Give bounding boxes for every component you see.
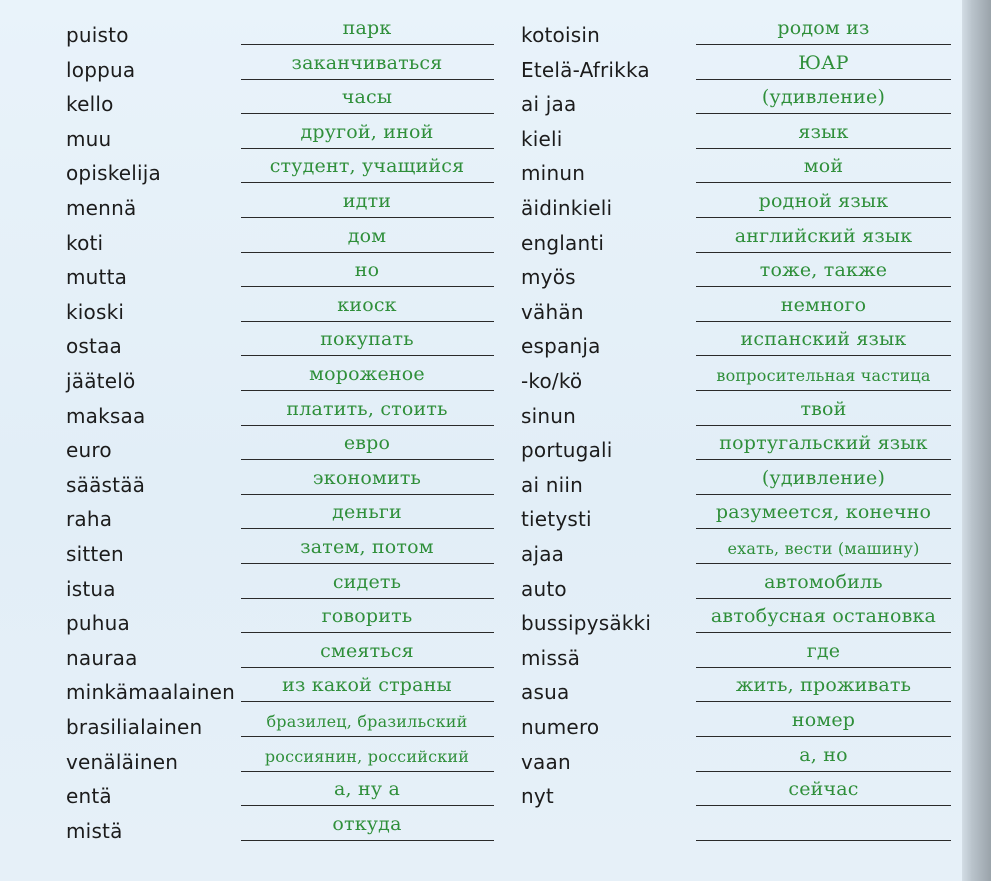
finnish-word: äidinkieli: [521, 196, 613, 220]
answer-line: [241, 632, 494, 633]
russian-translation: разумеется, конечно: [715, 501, 932, 524]
russian-translation: идти: [342, 190, 392, 212]
vocab-row: [0, 83, 505, 118]
russian-translation: смеяться: [320, 639, 414, 662]
russian-translation: мой: [803, 155, 844, 178]
vocab-row: [0, 325, 505, 360]
answer-line: [696, 459, 951, 460]
russian-translation: родной язык: [758, 190, 889, 212]
finnish-word: kioski: [66, 299, 125, 324]
finnish-word: sitten: [66, 542, 124, 566]
finnish-word: englanti: [521, 230, 605, 255]
finnish-word: mennä: [66, 196, 137, 220]
finnish-word: istua: [66, 576, 116, 601]
answer-line: [696, 494, 951, 495]
russian-translation: евро: [343, 432, 391, 455]
vocab-row: [505, 602, 962, 637]
finnish-word: bussipysäkki: [521, 611, 652, 636]
answer-line: [696, 667, 951, 668]
russian-translation: испанский язык: [740, 328, 907, 351]
finnish-word: loppua: [66, 57, 136, 82]
finnish-word: ai niin: [521, 472, 584, 497]
vocab-row: [0, 187, 505, 222]
russian-translation: номер: [791, 709, 856, 731]
vocab-row: [0, 429, 505, 464]
answer-line: [241, 528, 494, 529]
russian-translation: ЮАР: [798, 51, 849, 74]
russian-translation: автобусная остановка: [710, 605, 937, 628]
answer-line: [241, 79, 494, 80]
vocab-row: [0, 49, 505, 84]
answer-line: [241, 113, 494, 114]
vocab-row: [505, 568, 962, 603]
russian-translation: твой: [800, 397, 847, 420]
vocab-row: [0, 533, 505, 568]
answer-line: [696, 598, 951, 599]
answer-line: [696, 390, 951, 391]
vocab-row: [505, 464, 962, 499]
finnish-word: kotoisin: [521, 23, 600, 47]
vocab-row: [505, 395, 962, 430]
russian-translation: затем, потом: [300, 536, 434, 558]
vocab-row: [0, 568, 505, 603]
finnish-word: numero: [521, 715, 600, 739]
finnish-word: nyt: [521, 784, 554, 809]
russian-translation: а, но: [799, 743, 848, 766]
russian-translation: где: [806, 639, 841, 662]
answer-line: [241, 425, 494, 426]
russian-translation: немного: [780, 293, 867, 316]
finnish-word: vähän: [521, 299, 584, 324]
answer-line: [696, 771, 951, 772]
answer-line: [241, 701, 494, 702]
finnish-word: ajaa: [521, 542, 565, 566]
finnish-word: ai jaa: [521, 92, 577, 117]
answer-line: [696, 182, 951, 183]
answer-line: [241, 148, 494, 149]
answer-line: [696, 563, 951, 564]
russian-translation: другой, иной: [300, 120, 434, 143]
answer-line: [241, 667, 494, 668]
vocab-row: [505, 533, 962, 568]
russian-translation: родом из: [777, 17, 870, 39]
finnish-word: ostaa: [66, 334, 123, 359]
answer-line: [241, 355, 494, 356]
finnish-word: puhua: [66, 611, 130, 636]
russian-translation: мороженое: [309, 363, 425, 385]
answer-line: [241, 252, 494, 253]
finnish-word: Etelä-Afrikka: [521, 57, 650, 82]
russian-translation: киоск: [337, 293, 397, 316]
answer-line: [696, 252, 951, 253]
finnish-word: kello: [66, 92, 114, 117]
russian-translation: россиянин, российский: [264, 746, 470, 766]
russian-translation: ехать, вести (машину): [727, 539, 920, 558]
russian-translation: часы: [341, 86, 393, 109]
russian-translation: английский язык: [734, 224, 913, 247]
finnish-word: euro: [66, 438, 112, 463]
russian-translation: бразилец, бразильский: [266, 712, 468, 731]
finnish-word: vaan: [521, 749, 571, 774]
russian-translation: жить, проживать: [735, 674, 912, 697]
finnish-word: jäätelö: [66, 369, 136, 393]
vocab-row: [0, 706, 505, 741]
answer-line: [696, 736, 951, 737]
vocab-row: [0, 222, 505, 257]
answer-line: [696, 805, 951, 806]
russian-translation: покупать: [320, 328, 414, 351]
russian-translation: вопросительная частица: [716, 366, 931, 385]
answer-line: [696, 217, 951, 218]
vocab-row: [0, 810, 505, 845]
finnish-word: mistä: [66, 818, 123, 843]
answer-line: [696, 632, 951, 633]
answer-line: [241, 805, 494, 806]
answer-line: [696, 701, 951, 702]
vocab-row: [505, 706, 962, 741]
finnish-word: tietysti: [521, 507, 592, 532]
finnish-word: portugali: [521, 438, 613, 463]
vocab-row: [0, 360, 505, 395]
russian-translation: деньги: [332, 501, 402, 524]
vocab-row: [0, 602, 505, 637]
answer-line: [696, 79, 951, 80]
book-page-edge: [962, 0, 991, 881]
answer-line: [241, 598, 494, 599]
finnish-word: venäläinen: [66, 749, 179, 774]
russian-translation: но: [354, 259, 380, 282]
finnish-word: nauraa: [66, 645, 138, 670]
answer-line: [241, 217, 494, 218]
vocab-row: [0, 464, 505, 499]
finnish-word: minkämaalainen: [66, 680, 236, 705]
vocab-row: [505, 637, 962, 672]
finnish-word: sinun: [521, 403, 577, 428]
russian-translation: платить, стоить: [286, 397, 448, 420]
finnish-word: mutta: [66, 265, 128, 290]
russian-translation: студент, учащийся: [269, 155, 465, 178]
vocab-row: [505, 152, 962, 187]
russian-translation: сидеть: [332, 570, 402, 593]
answer-line: [241, 459, 494, 460]
russian-translation: парк: [342, 17, 392, 39]
answer-line: [241, 563, 494, 564]
vocab-row: [505, 775, 962, 810]
finnish-word: auto: [521, 576, 567, 601]
vocab-row: [505, 429, 962, 464]
vocab-row: [0, 152, 505, 187]
vocab-row: [505, 187, 962, 222]
vocab-row: [505, 256, 962, 291]
vocab-row: [505, 741, 962, 776]
vocab-row: [0, 671, 505, 706]
vocab-row: [505, 325, 962, 360]
vocab-row: [505, 810, 962, 845]
russian-translation: сейчас: [788, 778, 859, 801]
russian-translation: (удивление): [761, 466, 886, 489]
russian-translation: португальский язык: [719, 432, 928, 455]
vocab-row: [0, 637, 505, 672]
finnish-word: missä: [521, 645, 581, 670]
answer-line: [241, 390, 494, 391]
answer-line: [696, 840, 951, 841]
russian-translation: язык: [798, 120, 849, 143]
russian-translation: дом: [347, 224, 387, 247]
finnish-word: -ko/kö: [521, 369, 583, 393]
answer-line: [696, 148, 951, 149]
answer-line: [696, 113, 951, 114]
finnish-word: koti: [66, 230, 104, 255]
russian-translation: заканчиваться: [291, 51, 443, 74]
answer-line: [696, 286, 951, 287]
vocab-row: [505, 14, 962, 49]
russian-translation: а, ну а: [333, 778, 401, 801]
answer-line: [241, 736, 494, 737]
finnish-word: opiskelija: [66, 161, 162, 186]
vocab-row: [505, 498, 962, 533]
russian-translation: экономить: [312, 466, 422, 489]
answer-line: [696, 44, 951, 45]
vocab-row: [0, 498, 505, 533]
finnish-word: asua: [521, 680, 570, 705]
vocab-row: [0, 741, 505, 776]
finnish-word: raha: [66, 507, 113, 532]
vocab-row: [505, 49, 962, 84]
vocab-row: [505, 83, 962, 118]
russian-translation: тоже, также: [759, 259, 888, 282]
finnish-word: myös: [521, 265, 576, 290]
vocab-row: [505, 222, 962, 257]
answer-line: [696, 321, 951, 322]
russian-translation: автомобиль: [764, 570, 883, 593]
finnish-word: kieli: [521, 126, 563, 151]
vocab-row: [505, 360, 962, 395]
finnish-word: brasilialainen: [66, 715, 203, 739]
finnish-word: puisto: [66, 23, 129, 47]
answer-line: [241, 494, 494, 495]
vocab-row: [0, 256, 505, 291]
answer-line: [241, 771, 494, 772]
finnish-word: entä: [66, 784, 112, 809]
vocab-row: [0, 395, 505, 430]
vocab-row: [505, 671, 962, 706]
vocab-row: [0, 291, 505, 326]
russian-translation: из какой страны: [282, 674, 452, 697]
answer-line: [241, 321, 494, 322]
vocab-row: [0, 118, 505, 153]
russian-translation: откуда: [332, 812, 402, 835]
finnish-word: muu: [66, 126, 112, 151]
finnish-word: espanja: [521, 334, 601, 359]
answer-line: [241, 182, 494, 183]
finnish-word: maksaa: [66, 403, 146, 428]
russian-translation: говорить: [321, 605, 413, 628]
answer-line: [241, 840, 494, 841]
vocab-row: [0, 775, 505, 810]
answer-line: [241, 44, 494, 45]
answer-line: [241, 286, 494, 287]
answer-line: [696, 425, 951, 426]
vocab-row: [0, 14, 505, 49]
answer-line: [696, 528, 951, 529]
vocab-row: [505, 291, 962, 326]
finnish-word: säästää: [66, 472, 146, 497]
finnish-word: minun: [521, 161, 586, 186]
answer-line: [696, 355, 951, 356]
russian-translation: (удивление): [761, 86, 886, 109]
vocab-row: [505, 118, 962, 153]
